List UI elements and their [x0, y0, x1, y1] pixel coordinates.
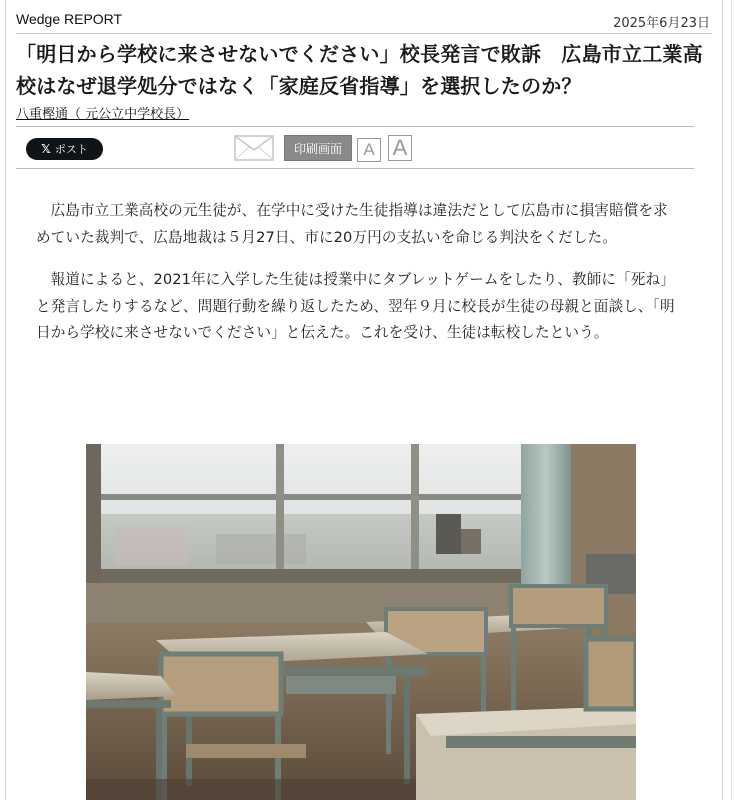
article-title: 「明日から学校に来させないでください」校長発言で敗訴 広島市立工業高校はなぜ退学処分ではなく「家庭反省指導」を選択したのか？: [16, 42, 703, 98]
x-post-button[interactable]: [26, 138, 103, 160]
article-body: [36, 198, 680, 363]
page-frame-right-outer: [731, 0, 732, 800]
toolbar-divider-top: [16, 126, 694, 127]
header-divider: [16, 33, 712, 34]
article-paragraph: 広島市立工業高校の元生徒が、在学中に受けた生徒指導は違法だとして広島市に損害賠償を求めていた裁判で、広島地裁は５月27日、市に20万円の支払いを命じる判決をくだした。: [36, 202, 668, 246]
font-size-small-button[interactable]: A: [357, 138, 381, 162]
page-frame-left: [5, 0, 6, 800]
desk-front-right: [416, 706, 636, 800]
mail-icon[interactable]: [234, 134, 274, 162]
font-size-large-button[interactable]: A: [388, 135, 412, 161]
toolbar-divider-bottom: [16, 168, 694, 169]
publish-date: 2025年6月23日: [613, 16, 710, 31]
classroom-photo: [86, 444, 636, 800]
page-frame-right: [722, 0, 723, 800]
report-header: [16, 9, 712, 31]
article-paragraph: 報道によると、2021年に入学した生徒は授業中にタブレットゲームをしたり、教師に「死ね」と発言したりするなど、問題行動を繰り返したため、翌年９月に校長が生徒の母親と面談し、「明日から学校に来させないでください」と伝えた。これを受け、生徒は転校したという。: [36, 271, 675, 341]
x-post-label: ポスト: [54, 143, 88, 156]
classroom-illustration: [86, 444, 636, 800]
author-link[interactable]: 八重樫通（ 元公立中学校長）: [16, 107, 190, 122]
envelope-icon: [234, 134, 274, 162]
section-label: Wedge REPORT: [16, 11, 123, 27]
chair-front-right: [586, 639, 636, 709]
print-button[interactable]: 印刷画面: [284, 135, 352, 161]
x-logo-icon: 𝕏: [41, 142, 51, 156]
